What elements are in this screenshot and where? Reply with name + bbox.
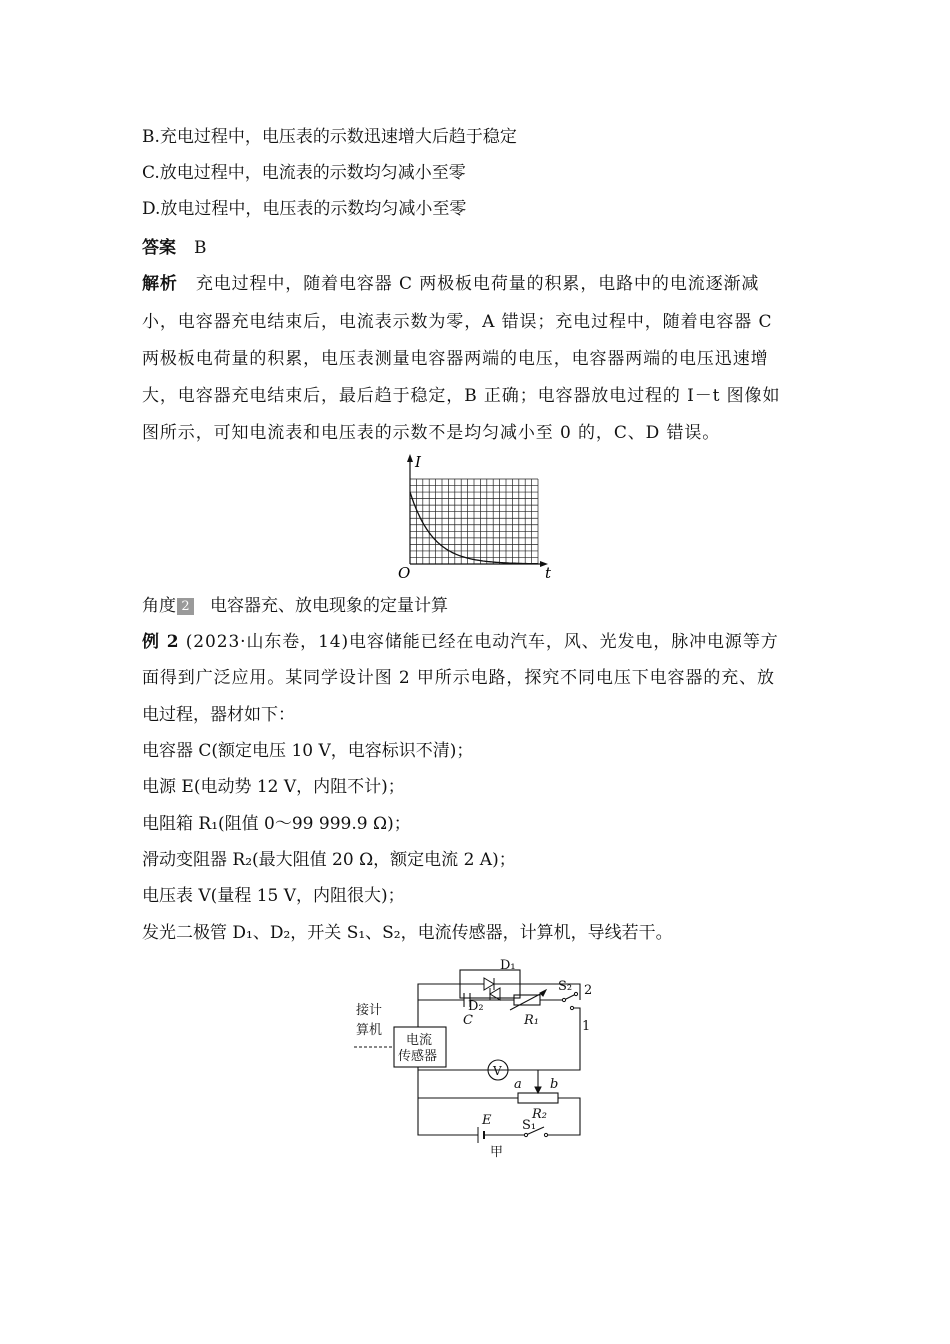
pos1-label: 1 <box>582 1019 591 1034</box>
section-prefix: 角度 <box>142 596 176 616</box>
e-label: E <box>482 1113 492 1128</box>
analysis-label: 解析 <box>142 274 178 294</box>
answer-line <box>142 236 207 260</box>
diode-d1-icon <box>484 978 494 990</box>
x-axis-label: t <box>545 564 552 582</box>
analysis-line-1 <box>142 272 812 296</box>
s2-label: S₂ <box>558 979 573 994</box>
section-number-badge: 2 <box>177 598 194 615</box>
example-label: 例 2 <box>142 632 180 652</box>
example-line-1 <box>142 630 812 654</box>
y-axis-label: I <box>415 453 421 471</box>
slider-b-label: b <box>550 1077 559 1092</box>
wire-rheostat-right <box>546 1098 580 1135</box>
option-b: B.充电过程中，电压表的示数迅速增大后趋于稳定 <box>142 127 517 147</box>
sensor-label-1: 电流 <box>406 1033 433 1048</box>
pos2-label: 2 <box>584 983 593 998</box>
wire-pos1 <box>418 1008 580 1070</box>
circuit-diagram <box>350 952 610 1162</box>
equipment-item: 电阻箱 R₁(阻值 0～99 999.9 Ω)； <box>142 814 411 834</box>
example-line-3: 电过程，器材如下： <box>142 705 295 725</box>
analysis-line-2: 小，电容器充电结束后，电流表示数为零，A 错误；充电过程中，随着电容器 C <box>142 312 773 332</box>
s1-label: S₁ <box>522 1118 537 1133</box>
equipment-item: 发光二极管 D₁、D₂，开关 S₁、S₂，电流传感器，计算机，导线若干。 <box>142 923 673 943</box>
capacitor-label: C <box>463 1013 473 1028</box>
answer-value: B <box>194 238 207 258</box>
slider-arrow-icon <box>535 1087 541 1093</box>
r1-label: R₁ <box>524 1013 539 1028</box>
analysis-text-1: 充电过程中，随着电容器 C 两极板电荷量的积累，电路中的电流逐渐减 <box>195 274 760 294</box>
origin-label: O <box>398 564 411 582</box>
computer-label-1: 接计 <box>356 1003 383 1018</box>
y-axis-arrow-icon <box>407 454 413 462</box>
wire-sensor-bottom <box>418 1067 478 1135</box>
option-c: C.放电过程中，电流表的示数均匀减小至零 <box>142 163 466 183</box>
figure-caption: 甲 <box>490 1145 504 1160</box>
equipment-item: 电压表 V(量程 15 V，内阻很大)； <box>142 886 405 906</box>
analysis-line-5: 图所示，可知电流表和电压表的示数不是均匀减小至 0 的，C、D 错误。 <box>142 423 721 443</box>
computer-label-2: 算机 <box>356 1023 383 1038</box>
section-title: 电容器充、放电现象的定量计算 <box>210 596 448 616</box>
i-t-graph <box>394 452 564 582</box>
r2-label: R₂ <box>532 1107 547 1122</box>
voltmeter-label: V <box>493 1064 502 1078</box>
analysis-line-4: 大，电容器充电结束后，最后趋于稳定，B 正确；电容器放电过程的 I－t 图像如 <box>142 386 781 406</box>
option-d: D.放电过程中，电压表的示数均匀减小至零 <box>142 199 467 219</box>
slider-a-label: a <box>514 1077 522 1092</box>
equipment-item: 滑动变阻器 R₂(最大阻值 20 Ω，额定电流 2 A)； <box>142 850 516 870</box>
rheostat-r2 <box>518 1093 558 1103</box>
section-heading <box>142 594 448 618</box>
analysis-line-3: 两极板电荷量的积累，电压表测量电容器两端的电压，电容器两端的电压迅速增 <box>142 349 769 369</box>
sensor-label-2: 传感器 <box>398 1049 438 1064</box>
example-line-2: 面得到广泛应用。某同学设计图 2 甲所示电路，探究不同电压下电容器的充、放 <box>142 668 775 688</box>
graph-grid <box>410 479 538 564</box>
wire-top-loop <box>418 984 460 1027</box>
d1-label: D₁ <box>500 958 516 973</box>
answer-label: 答案 <box>142 238 176 258</box>
example-text-1: (2023·山东卷，14)电容储能已经在电动汽车，风、光发电，脉冲电源等方 <box>185 632 779 652</box>
equipment-item: 电源 E(电动势 12 V，内阻不计)； <box>142 777 405 797</box>
equipment-item: 电容器 C(额定电压 10 V，电容标识不清)； <box>142 741 474 761</box>
d2-label: D₂ <box>468 999 484 1014</box>
